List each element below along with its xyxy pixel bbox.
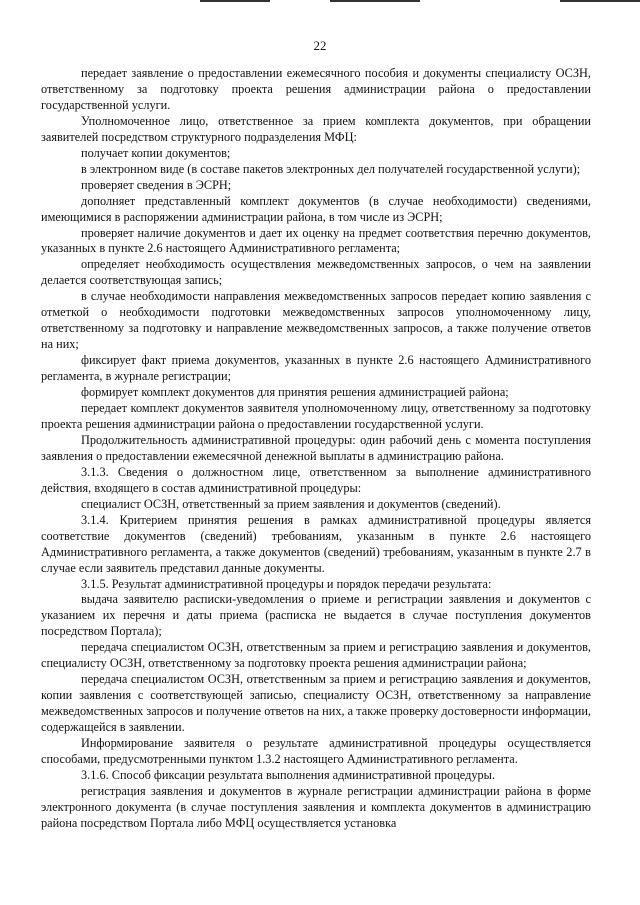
- paragraph: дополняет представленный комплект документов (в случае необходимости) сведениями, имеющимися в распоряжении администрации района, в том числе из ЭСРН;: [41, 193, 591, 224]
- paragraph: передача специалистом ОСЗН, ответственным за прием и регистрацию заявления и документов, копии заявления с соответствующей записью, специалисту ОСЗН, ответственному за направление межведомственных запросов и получение ответов на них, а также проверку достоверности информации, содержащейся в заявлении.: [41, 672, 591, 735]
- paragraph: формирует комплект документов для принятия решения администрацией района;: [81, 385, 509, 400]
- paragraph: 3.1.3. Сведения о должностном лице, ответственном за выполнение административного действия, входящего в состав административной процедуры:: [41, 464, 591, 495]
- paragraph: 3.1.6. Способ фиксации результата выполнения административной процедуры.: [81, 767, 495, 782]
- paragraph: в электронном виде (в составе пакетов электронных дел получателей государственной услуги);: [81, 161, 581, 176]
- paragraph: 3.1.5. Результат административной процедуры и порядок передачи результата:: [81, 576, 492, 591]
- paragraph: передает заявление о предоставлении ежемесячного пособия и документы специалисту ОСЗН, ответственному за подготовку проекта решения администрации района о предоставлении государственной услуги.: [41, 66, 591, 112]
- paragraph: регистрация заявления и документов в журнале регистрации администрации района в форме электронного документа (в случае поступления заявления и комплекта документов в администрацию района посредством Портала либо МФЦ осуществляется установка: [41, 783, 591, 830]
- paragraph: определяет необходимость осуществления межведомственных запросов, о чем на заявлении делается соответствующая запись;: [41, 257, 591, 288]
- paragraph: проверяет сведения в ЭСРН;: [81, 177, 232, 192]
- scan-artifact: [200, 0, 270, 2]
- paragraph: специалист ОСЗН, ответственный за прием заявления и документов (сведений).: [81, 496, 501, 511]
- paragraph: Уполномоченное лицо, ответственное за прием комплекта документов, при обращении заявителей посредством структурного подразделения МФЦ:: [41, 113, 591, 144]
- paragraph: фиксирует факт приема документов, указанных в пункте 2.6 настоящего Административного регламента, в журнале регистрации;: [41, 353, 591, 384]
- page-number: 22: [313, 38, 327, 53]
- paragraph: проверяет наличие документов и дает их оценку на предмет соответствия перечню документов, указанных в пункте 2.6 настоящего Административного регламента;: [41, 225, 591, 256]
- paragraph: выдача заявителю расписки-уведомления о приеме и регистрации заявления и документов с указанием их перечня и даты приема (расписка не выдается в случае поступления документов посредством Портала);: [41, 592, 591, 639]
- document-body: [41, 66, 591, 832]
- paragraph: передает комплект документов заявителя уполномоченному лицу, ответственному за подготовку проекта решения администрации района о предоставлении государственной услуги.: [41, 401, 591, 431]
- paragraph: Продолжительность административной процедуры: один рабочий день с момента поступления заявления о предоставлении ежемесячной денежной выплаты в администрацию района.: [41, 432, 591, 463]
- paragraph: Информирование заявителя о результате административной процедуры осуществляется способами, предусмотренными пунктом 1.3.2 настоящего Административного регламента.: [41, 736, 591, 766]
- paragraph: 3.1.4. Критерием принятия решения в рамках административной процедуры является соответствие документов (сведений) требованиям, указанным в пункте 2.6 настоящего Административного регламента, а также документов (сведений) требованиям, указанным в пункте 2.7 в случае если заявитель представил данные документы.: [41, 512, 591, 575]
- paragraph: в случае необходимости направления межведомственных запросов передает копию заявления с отметкой о необходимости подготовки межведомственных запросов уполномоченному лицу, ответственному за подготовку и направление межведомственных запросов, а также получение ответов на них;: [41, 289, 591, 352]
- scan-artifact: [560, 0, 640, 2]
- scan-artifact: [330, 0, 420, 2]
- paragraph: передача специалистом ОСЗН, ответственным за прием и регистрацию заявления и документов, специалисту ОСЗН, ответственному за подготовку проекта решения администрации района;: [41, 640, 591, 671]
- paragraph: получает копии документов;: [81, 145, 231, 160]
